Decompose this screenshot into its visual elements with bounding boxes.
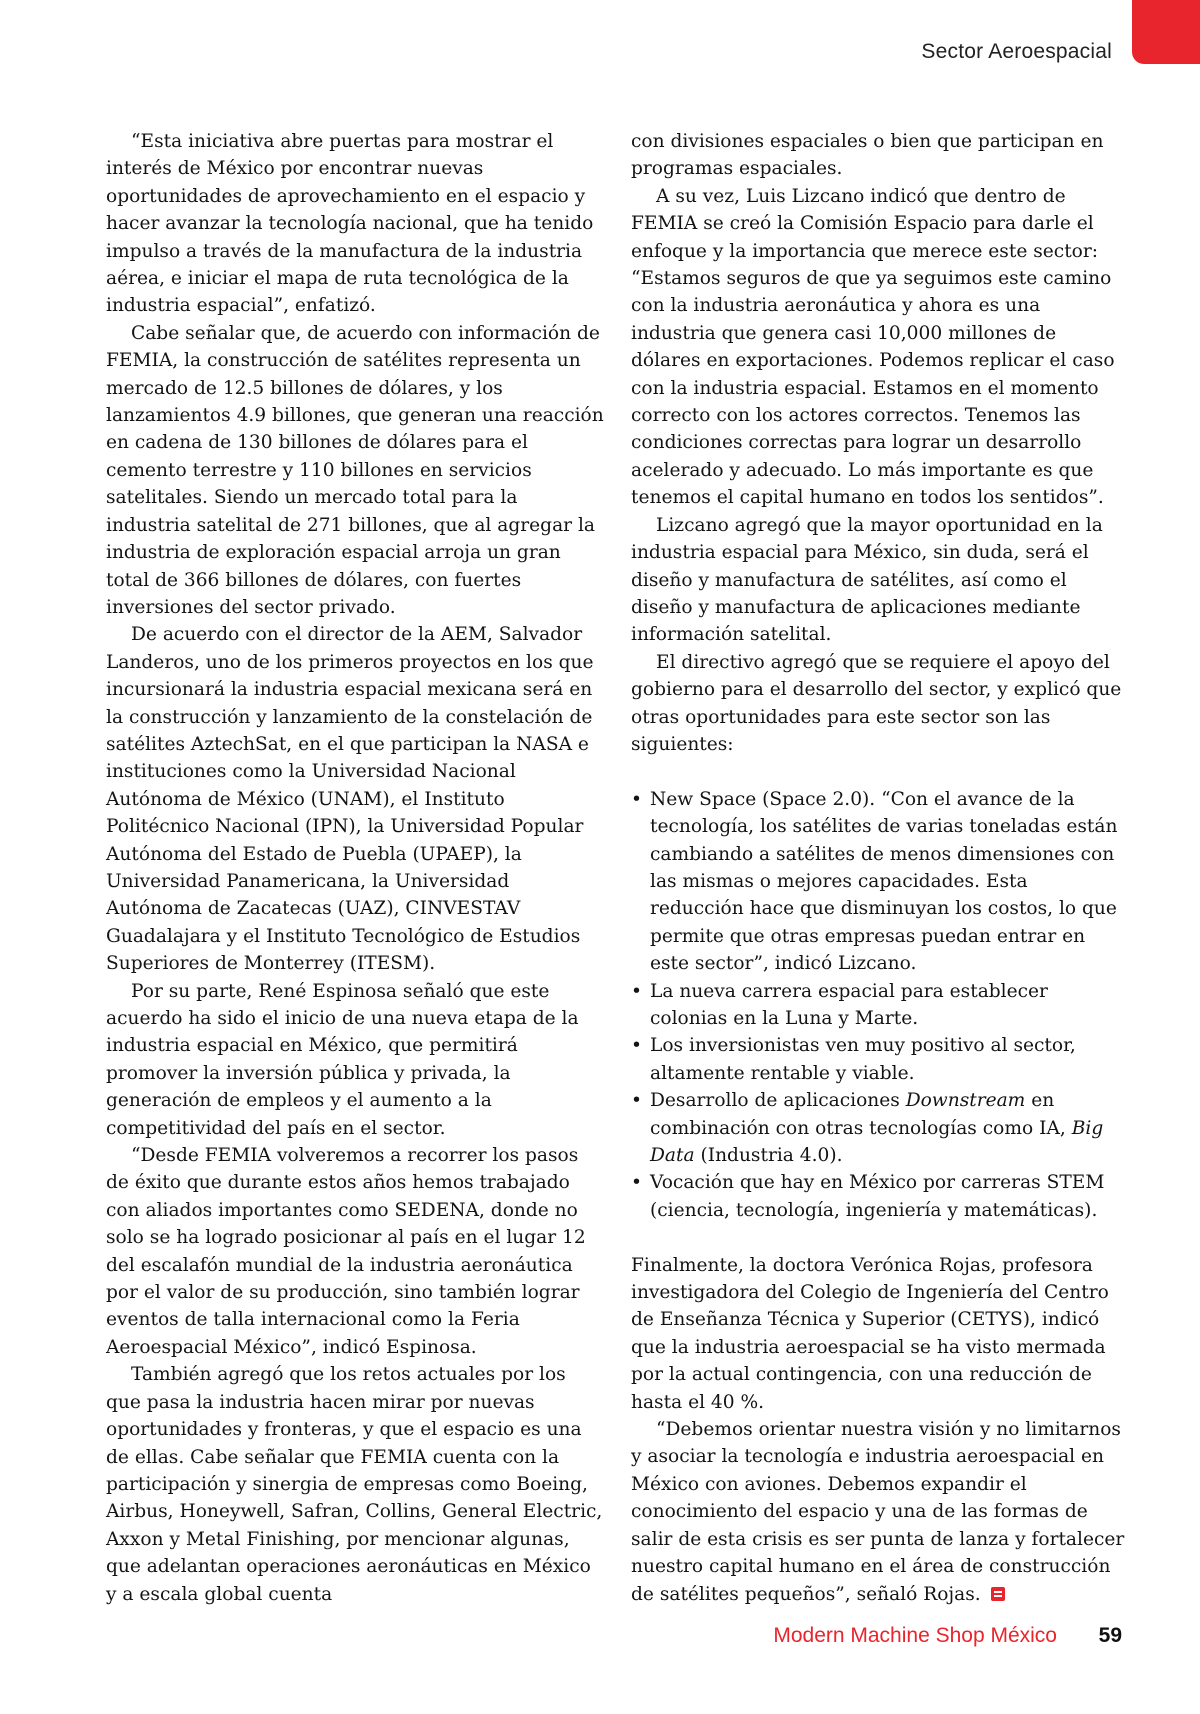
section-title: Sector Aeroespacial — [921, 40, 1112, 63]
paragraph: A su vez, Luis Lizcano indicó que dentro de FEMIA se creó la Comisión Espacio para darle el enfoque y la importancia que merece este sector: “Estamos seguros de que ya seguimos este camino con la industria aeronáutica y ahora es una industria que genera casi 10,000 millones de dólares en exportaciones. Podemos replicar el caso con la industria espacial. Estamos en el momento correcto con los actores correctos. Tenemos las condiciones correctas para lograr un desarrollo acelerado y adecuado. Lo más importante es que tenemos el capital humano en todos los sentidos”. — [631, 185, 1115, 509]
paragraph: De acuerdo con el director de la AEM, Salvador Landeros, uno de los primeros proyectos en los que incursionará la industria espacial mexicana será en la construcción y lanzamiento de la constelación de satélites AztechSat, en el que participan la NASA e instituciones como la Universidad Nacional Autónoma de México (UNAM), el Instituto Politécnico Nacional (IPN), la Universidad Popular Autónoma del Estado de Puebla (UPAEP), la Universidad Panamericana, la Universidad Autónoma de Zacatecas (UAZ), CINVESTAV Guadalajara y el Instituto Tecnológico de Estudios Superiores de Monterrey (ITESM). — [106, 624, 594, 975]
list-item-text: en combinación con otras tecnologías como IA, — [650, 1090, 1072, 1139]
paragraph: Lizcano agregó que la mayor oportunidad en la industria espacial para México, sin duda, será el diseño y manufactura de satélites, así como el diseño y manufactura de aplicaciones mediante información satelital. — [631, 514, 1103, 646]
paragraph: “Esta iniciativa abre puertas para mostrar el interés de México por encontrar nuevas oportunidades de aprovechamiento en el espacio y hacer avanzar la tecnología nacional, que ha tenido impulso a través de la manufactura de la industria aérea, e iniciar el mapa de ruta tecnológica de la industria espacial”, enfatizó. — [106, 131, 594, 317]
paragraph-text: “Debemos orientar nuestra visión y no limitarnos y asociar la tecnología e industria aeroespacial en México con aviones. Debemos expandir el conocimiento del espacio y una de las formas de salir de esta crisis es ser punta de lanza y fortalecer nuestro capital humano en el área de construcción de satélites pequeños”, señaló Rojas. — [631, 1419, 1125, 1605]
list-item-text: (Industria 4.0). — [694, 1145, 843, 1167]
footer-magazine-name: Modern Machine Shop México — [773, 1624, 1057, 1647]
paragraph: Cabe señalar que, de acuerdo con información de FEMIA, la construcción de satélites representa un mercado de 12.5 billones de dólares, y los lanzamientos 4.9 billones, que generan una reacción en cadena de 130 billones de dólares para el cemento terrestre y 110 billones en servicios satelitales. Siendo un mercado total para la industria satelital de 271 billones, que al agregar la industria de exploración espacial arroja un gran total de 366 billones de dólares, con fuertes inversiones del sector privado. — [106, 322, 604, 618]
paragraph: Por su parte, René Espinosa señaló que este acuerdo ha sido el inicio de una nueva etapa de la industria espacial en México, que permitirá promover la inversión pública y privada, la generación de empleos y el aumento a la competitividad del país en el sector. — [106, 980, 579, 1139]
left-column — [106, 128, 606, 1608]
list-item: • Vocación que hay en México por carreras STEM (ciencia, tecnología, ingeniería y matemáticas). — [631, 1169, 1126, 1224]
opportunities-list — [631, 786, 1126, 1225]
emphasis-term: Big Data — [650, 1117, 1104, 1167]
list-item — [631, 1087, 1126, 1169]
page-number: 59 — [1098, 1624, 1122, 1647]
section-color-tab — [1132, 0, 1200, 64]
paragraph: con divisiones espaciales o bien que participan en programas espaciales. — [631, 131, 1104, 180]
paragraph-final — [631, 1416, 1126, 1608]
list-item: • Los inversionistas ven muy positivo al sector, altamente rentable y viable. — [631, 1032, 1126, 1087]
paragraph: “Desde FEMIA volveremos a recorrer los pasos de éxito que durante estos años hemos trabajado con aliados importantes como SEDENA, donde no solo se ha logrado posicionar al país en el lugar 12 del escalafón mundial de la industria aeronáutica por el valor de su producción, sino también lograr eventos de talla internacional como la Feria Aeroespacial México”, indicó Espinosa. — [106, 1145, 586, 1358]
list-item: • New Space (Space 2.0). “Con el avance de la tecnología, los satélites de varias toneladas están cambiando a satélites de menos dimensiones con las mismas o mejores capacidades. Esta reducción hace que disminuyan los costos, lo que permite que otras empresas puedan entrar en este sector”, indicó Lizcano. — [631, 786, 1126, 978]
right-column — [631, 128, 1126, 1608]
list-item-text: Desarrollo de aplicaciones — [650, 1090, 906, 1112]
paragraph: También agregó que los retos actuales por los que pasa la industria hacen mirar por nuevas oportunidades y fronteras, y que el espacio es una de ellas. Cabe señalar que FEMIA cuenta con la participación y sinergia de empresas como Boeing, Airbus, Honeywell, Safran, Collins, General Electric, Axxon y Metal Finishing, por mencionar algunas, que adelantan operaciones aeronáuticas en México y a escala global cuenta — [106, 1364, 603, 1605]
paragraph: Finalmente, la doctora Verónica Rojas, profesora investigadora del Colegio de Ingeniería del Centro de Enseñanza Técnica y Superior (CETYS), indicó que la industria aeroespacial se ha visto mermada por la actual contingencia, con una reducción de hasta el 40 %. — [631, 1254, 1109, 1413]
list-item: • La nueva carrera espacial para establecer colonias en la Luna y Marte. — [631, 978, 1126, 1033]
article-end-icon — [991, 1587, 1005, 1601]
emphasis-term: Downstream — [905, 1090, 1026, 1112]
paragraph: El directivo agregó que se requiere el apoyo del gobierno para el desarrollo del sector, y explicó que otras oportunidades para este sector son las siguientes: — [631, 651, 1122, 755]
